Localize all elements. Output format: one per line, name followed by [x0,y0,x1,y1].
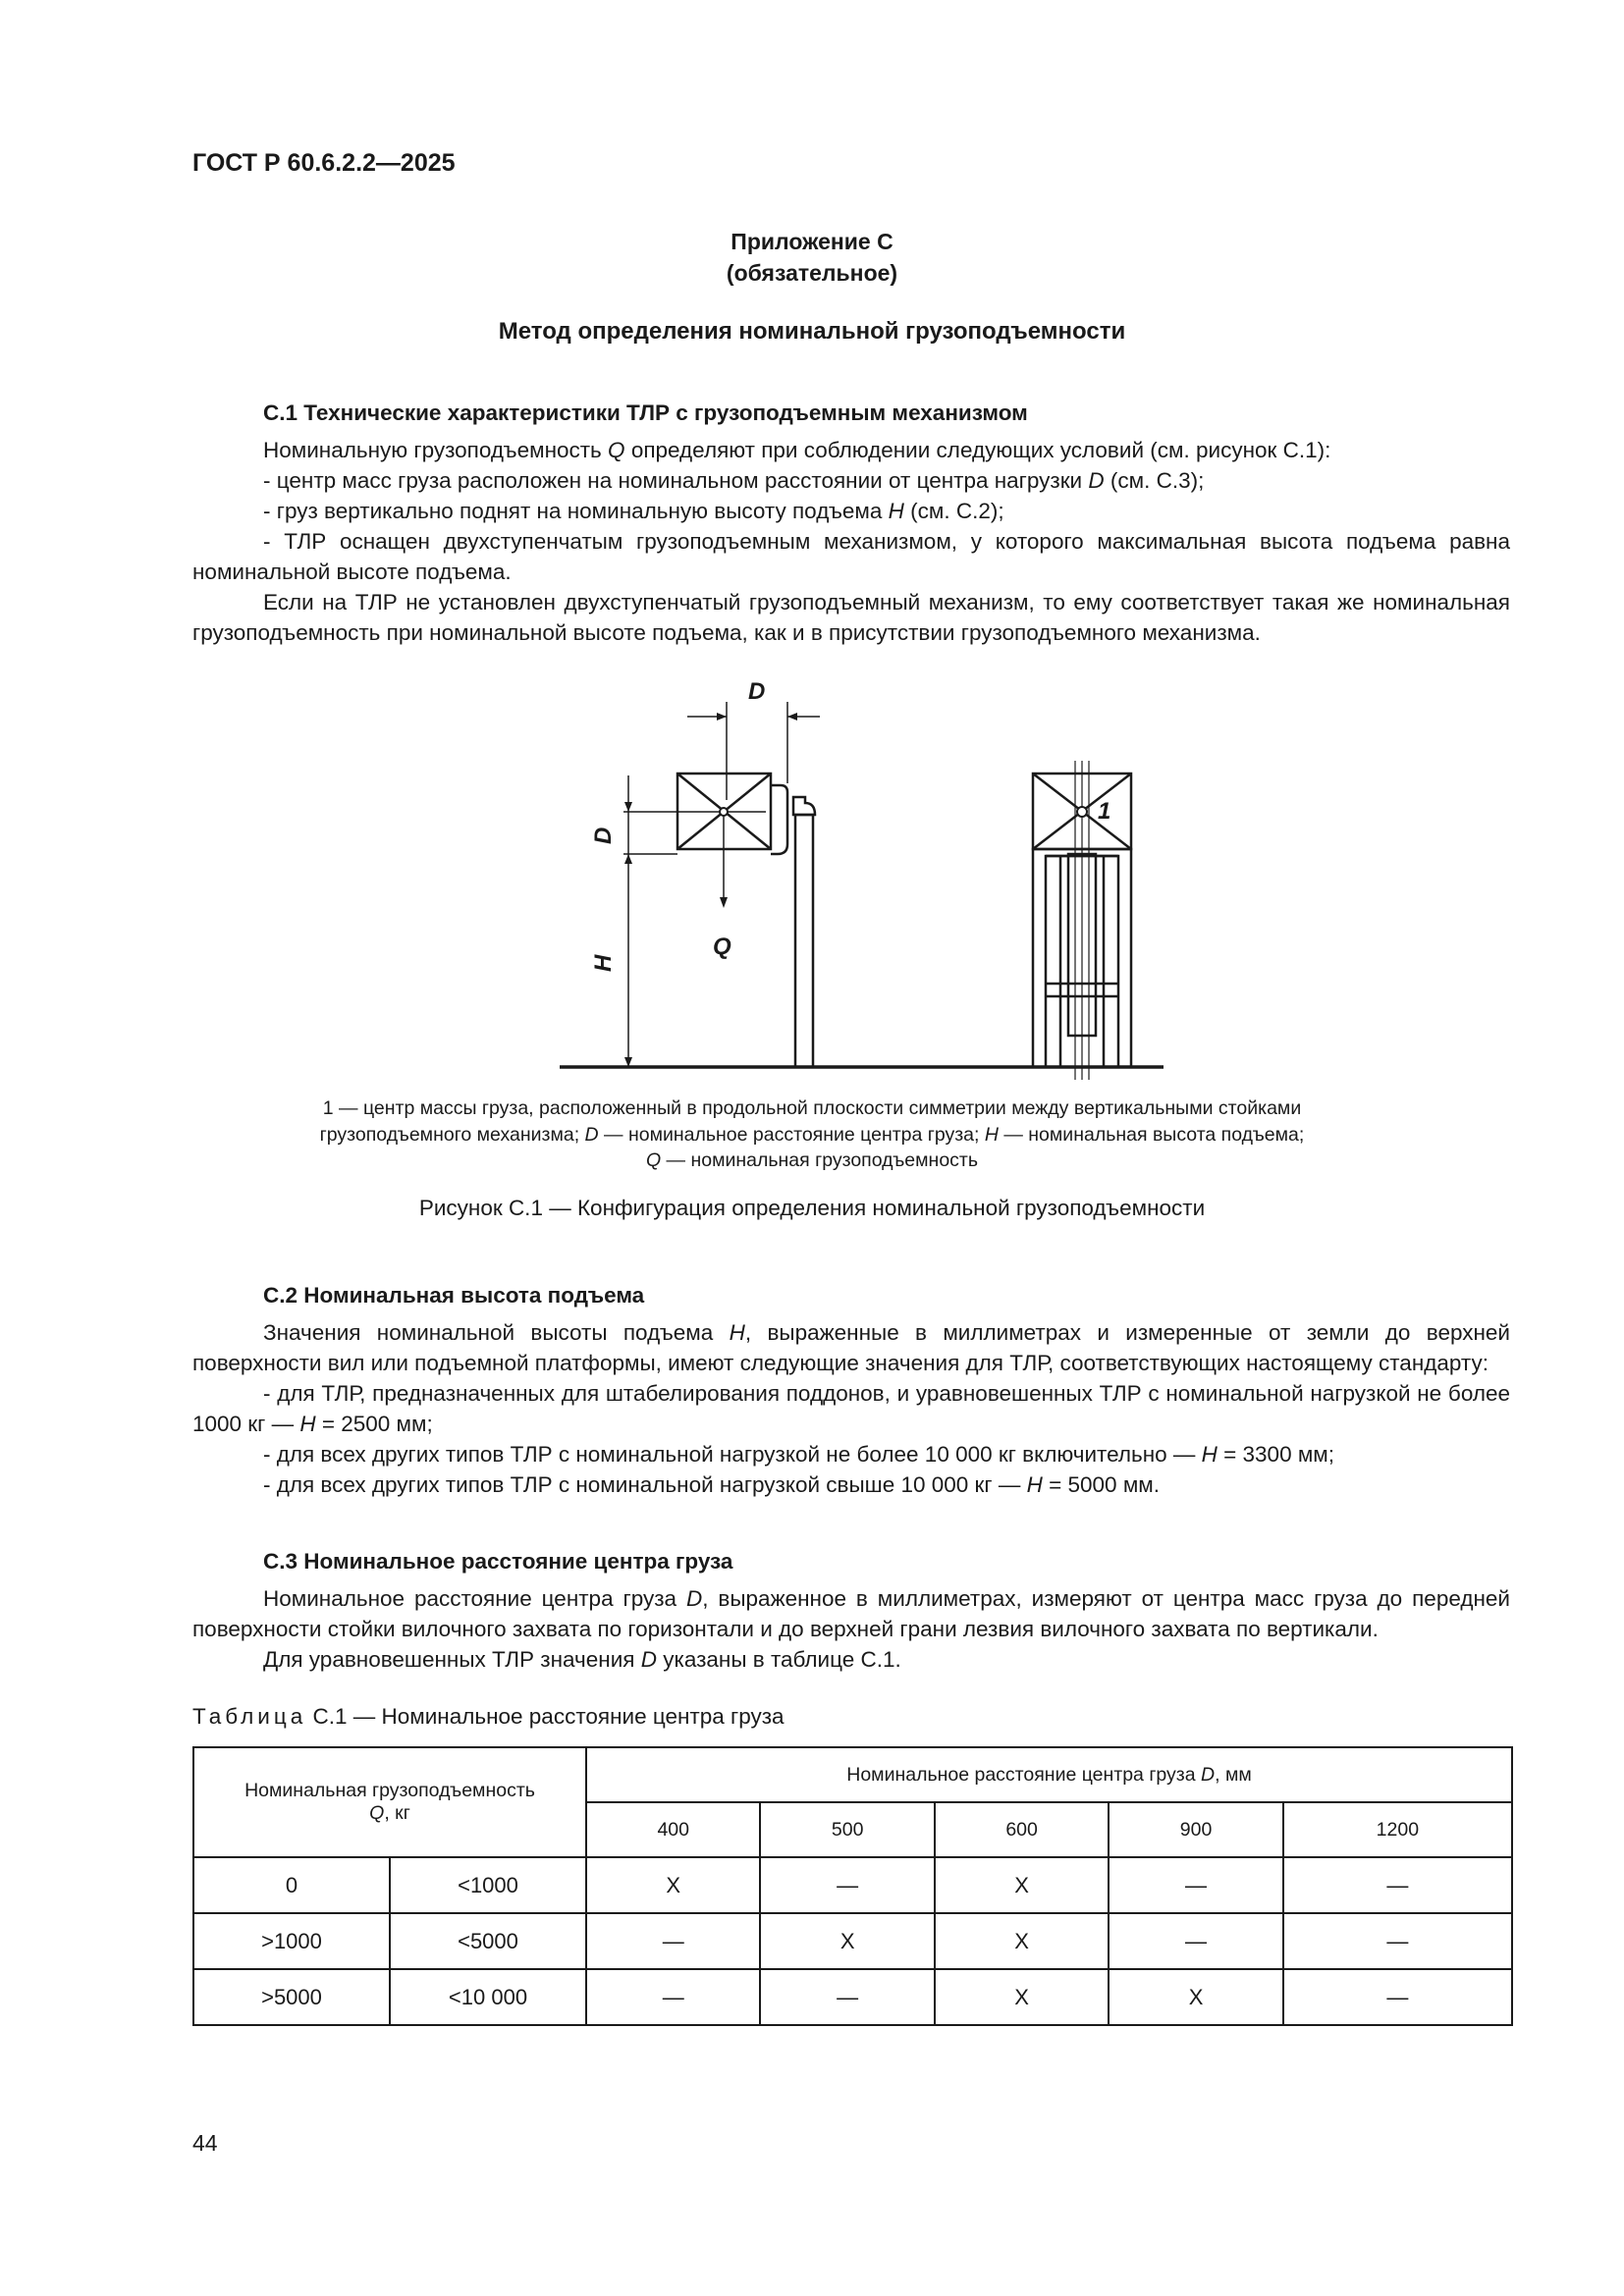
list-item: - ТЛР оснащен двухступенчатым грузоподъемным механизмом, у которого максимальная высота подъема равна номинальной высоте подъема. [192,529,1510,584]
table-c1 [192,1746,1513,2026]
section-c3-body [192,1583,1510,1675]
section-c1-body [192,435,1510,648]
table-cell: X [1109,1969,1282,2025]
mast [795,815,813,1067]
legend-line: 1 — центр массы груза, расположенный в продольной плоскости симметрии между вертикальными стойками [322,1097,1302,1119]
document-code: ГОСТ Р 60.6.2.2—2025 [192,149,456,177]
table-cell: — [760,1969,934,2025]
load-center-point [720,808,728,816]
figure-c1-diagram [530,677,1178,1080]
table-column-header: 600 [935,1802,1109,1857]
paragraph: Номинальную грузоподъемность Q определяют при соблюдении следующих условий (см. рисунок С.1): [263,438,1331,462]
table-cell: >1000 [193,1913,390,1969]
table-caption: Таблица С.1 — Номинальное расстояние центра груза [192,1704,785,1729]
list-item: - для ТЛР, предназначенных для штабелирования поддонов, и уравновешенных ТЛР с номинальной нагрузкой не более 1000 кг — H = 2500 мм; [192,1381,1510,1436]
label-h: H [590,954,617,972]
arrow-head [624,802,632,812]
list-item: - центр масс груза расположен на номинальном расстоянии от центра нагрузки D (см. С.3); [263,468,1205,493]
fork-carriage [771,785,787,854]
label-d-top: D [748,678,766,705]
page-number: 44 [192,2130,218,2156]
table-cell: — [1283,1969,1512,2025]
arrow-head [787,713,797,721]
label-1: 1 [1098,798,1111,825]
paragraph: Значения номинальной высоты подъема H, выраженные в миллиметрах и измеренные от земли до верхней поверхности вил или подъемной платформы, имеют следующие значения для ТЛР, соответствующих настоящему стандарту: [192,1320,1510,1375]
section-c3-heading: С.3 Номинальное расстояние центра груза [263,1549,733,1574]
figure-legend [0,1095,1624,1174]
q-arrow-head [720,897,728,908]
annex-title: Приложение С [731,229,893,254]
label-d-side: D [590,827,617,844]
legend-line: грузоподъемного механизма; D — номинальное расстояние центра груза; H — номинальная высота подъема; [319,1123,1305,1146]
annex-status: (обязательное) [726,260,898,286]
arrow-head [624,854,632,864]
table-row [193,1969,1512,2025]
table-cell: — [1283,1857,1512,1913]
list-item: - для всех других типов ТЛР с номинальной нагрузкой не более 10 000 кг включительно — H = 3300 мм; [263,1442,1335,1467]
figure-caption: Рисунок С.1 — Конфигурация определения номинальной грузоподъемности [418,1196,1206,1220]
table-cell: <10 000 [390,1969,586,2025]
list-item: - для всех других типов ТЛР с номинальной нагрузкой свыше 10 000 кг — H = 5000 мм. [263,1472,1161,1497]
table-row [193,1913,1512,1969]
table-cell: <5000 [390,1913,586,1969]
section-c2-body [192,1317,1510,1500]
arrow-head [717,713,727,721]
section-c2-heading: С.2 Номинальная высота подъема [263,1283,645,1308]
paragraph: Для уравновешенных ТЛР значения D указаны в таблице С.1. [263,1647,901,1672]
table-cell: — [586,1913,760,1969]
table-cell: 0 [193,1857,390,1913]
list-item: - груз вертикально поднят на номинальную высоту подъема H (см. С.2); [263,499,1004,523]
load-center-point-front [1077,807,1087,817]
table-cell: X [935,1969,1109,2025]
table-cell: — [586,1969,760,2025]
section-c1-heading: С.1 Технические характеристики ТЛР с грузоподъемным механизмом [263,400,1028,425]
annex-heading [0,226,1624,289]
table-cell: >5000 [193,1969,390,2025]
table-cell: — [760,1857,934,1913]
table-cell: X [935,1857,1109,1913]
paragraph: Если на ТЛР не установлен двухступенчатый грузоподъемный механизм, то ему соответствует такая же номинальная грузоподъемность при номинальной высоте подъема, как и в присутствии грузоподъемного механизма. [192,590,1510,645]
table-column-header: 500 [760,1802,934,1857]
table-column-header: 400 [586,1802,760,1857]
table-cell: X [935,1913,1109,1969]
table-header-distance: Номинальное расстояние центра груза D, мм [586,1747,1512,1802]
method-title: Метод определения номинальной грузоподъемности [498,318,1126,345]
legend-line: Q — номинальная грузоподъемность [645,1149,979,1171]
table-cell: — [1109,1913,1282,1969]
table-cell: — [1283,1913,1512,1969]
mast-head [793,797,815,815]
table-cell: X [760,1913,934,1969]
table-header-capacity: Номинальная грузоподъемность Q, кг [193,1747,586,1857]
paragraph: Номинальное расстояние центра груза D, выраженное в миллиметрах, измеряют от центра масс груза до передней поверхности стойки вилочного захвата по горизонтали и до верхней грани лезвия вилочного захвата по вертикали. [192,1586,1510,1641]
table-cell: <1000 [390,1857,586,1913]
table-row [193,1857,1512,1913]
table-column-header: 1200 [1283,1802,1512,1857]
table-cell: X [586,1857,760,1913]
label-q: Q [713,934,731,960]
table-cell: — [1109,1857,1282,1913]
table-column-header: 900 [1109,1802,1282,1857]
